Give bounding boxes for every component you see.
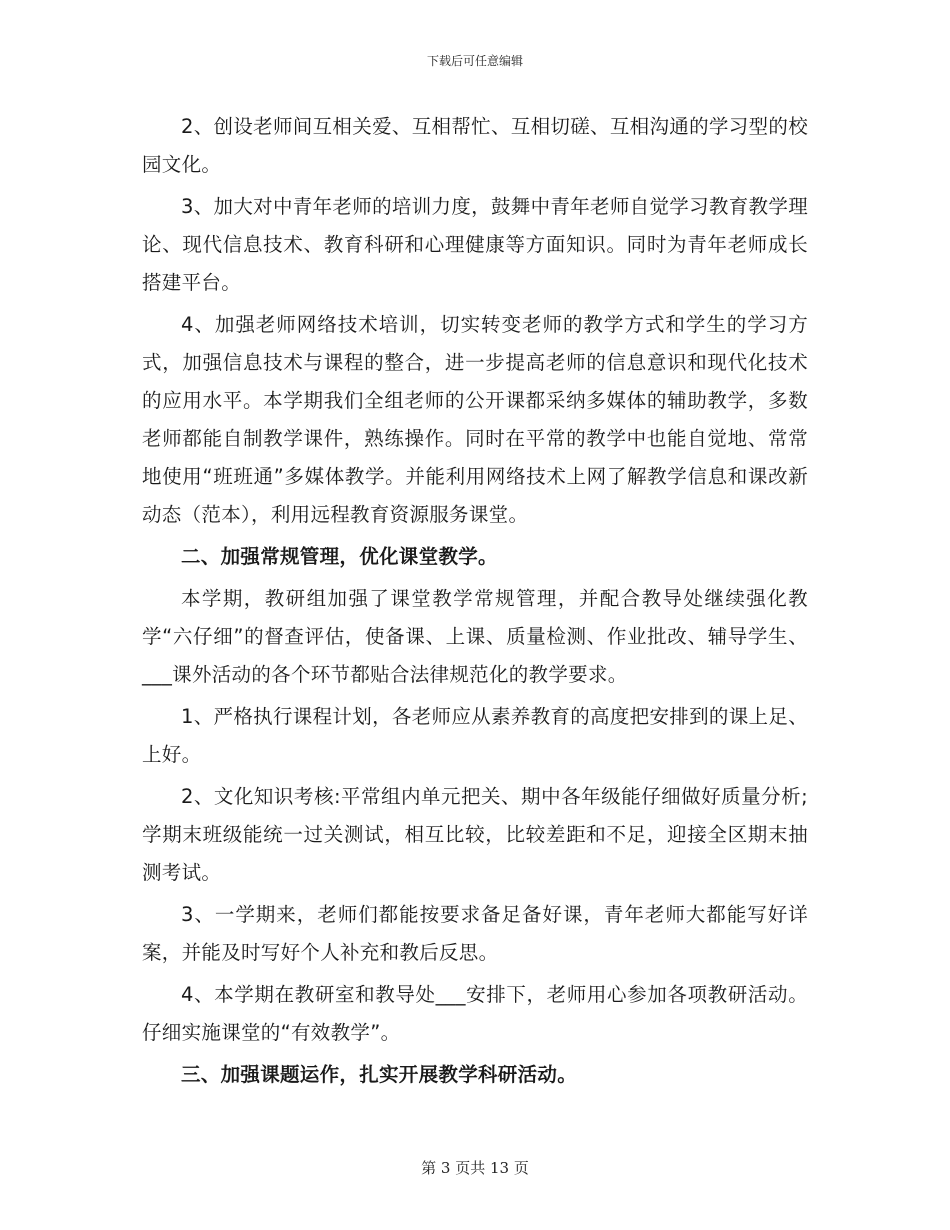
page-footer: 第 3 页共 13 页 [421,1159,529,1177]
paragraph-3: 4、加强老师网络技术培训，切实转变老师的教学方式和学生的学习方式，加强信息技术与课程的整合，进一步提高老师的信息意识和现代化技术的应用水平。本学期我们全组老师的公开课都采纳多媒体的辅助教学，多数老师都能自制教学课件，熟练操作。同时在平常的教学中也能自觉地、常常地使用“班班通”多媒体教学。并能利用网络技术上网了解教学信息和课改新动态（范本），利用远程教育资源服务课堂。 [142,313,808,526]
page-header: 下载后可任意编辑 [426,54,523,68]
paragraph-7: 3、一学期来，老师们都能按要求备足备好课，青年老师大都能写好详案，并能及时写好个人补充和教后反思。 [142,903,808,964]
paragraph-4: 本学期，教研组加强了课堂教学常规管理，并配合教导处继续强化教学“六仔细”的督查评估，使备课、上课、质量检测、作业批改、辅导学生、___课外活动的各个环节都贴合法律规范化的教学要求。 [142,587,808,686]
paragraph-1: 2、创设老师间互相关爱、互相帮忙、互相切磋、互相沟通的学习型的校园文化。 [142,115,808,176]
body-text [142,108,808,1094]
section-heading-2: 二、加强常规管理，优化课堂教学。 [181,545,498,568]
section-heading-3: 三、加强课题运作，扎实开展教学科研活动。 [181,1063,578,1086]
paragraph-6: 2、文化知识考核:平常组内单元把关、期中各年级能仔细做好质量分析;学期末班级能统一过关测试，相互比较，比较差距和不足，迎接全区期末抽测考试。 [142,785,808,884]
paragraph-5: 1、严格执行课程计划，各老师应从素养教育的高度把安排到的课上足、上好。 [142,705,808,766]
paragraph-8: 4、本学期在教研室和教导处___安排下，老师用心参加各项教研活动。仔细实施课堂的“有效教学”。 [142,983,808,1044]
paragraph-2: 3、加大对中青年老师的培训力度，鼓舞中青年老师自觉学习教育教学理论、现代信息技术、教育科研和心理健康等方面知识。同时为青年老师成长搭建平台。 [142,195,808,294]
